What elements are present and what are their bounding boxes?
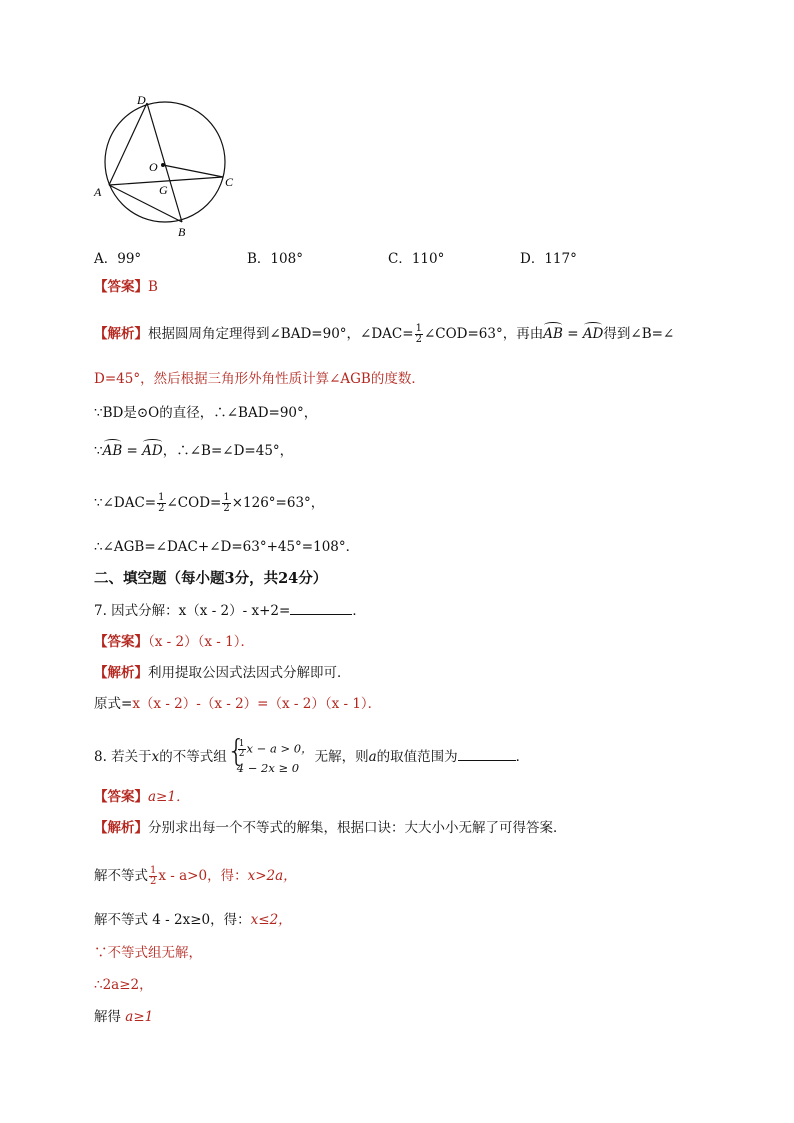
option-a: A．99° [94,251,142,267]
q6-step1: ∵BD是⊙O的直径，∴∠BAD=90°， [94,405,318,421]
q6-step3: ∵∠DAC= $\frac{1}{2}$ ∠COD= $\frac{1}{2}$ ×126°=63°， [94,492,325,514]
circle-o [105,102,225,222]
center-point [161,163,165,167]
q8-answer: 【答案】a≥1． [94,789,190,805]
label-b: B [178,225,186,239]
section-title: 二、填空题（每小题3分，共24分） [94,570,328,587]
q6-step2: ∵AB = AD，∴∠B=∠D=45°， [94,443,294,459]
q7-answer: 【答案】（x - 2）（x - 1）． [94,634,254,650]
q6-analysis-line2: D=45°，然后根据三角形外角性质计算∠AGB的度数． [94,371,425,387]
q8-solution1: 解不等式 $\frac{1}{2}$ x - a>0，得：x>2a， [94,865,297,887]
q6-step4: ∴∠AGB=∠DAC+∠D=63°+45°=108°． [94,539,360,555]
q8-solution2: 解不等式 4 - 2x≥0，得：x≤2， [94,912,292,928]
q6-answer: 【答案】B [94,279,158,295]
q8-solution3: ∵不等式组无解， [94,945,202,961]
segment-oc [163,165,223,177]
label-d: D [137,93,146,107]
q7-solution: 原式=x（x - 2）-（x - 2）=（x - 2）（x - 1）． [94,696,382,712]
q7-answer-blank[interactable] [290,602,352,615]
q8-solution4: ∴2a≥2， [94,977,153,993]
option-c: C．110° [388,251,445,267]
q8-question: 8. 若关于x的不等式组 { $\frac{1}{2}$ x − a > 0， 4 − 2x ≥ 0 无解，则a的取值范围为 ． [94,740,529,775]
q8-solution5: 解得 a≥1 [94,1009,154,1025]
q6-analysis-line1: 【解析】根据圆周角定理得到∠BAD=90°，∠DAC= $\frac{1}{2}$ ∠COD=63°，再由AB = AD得到∠B=∠ [94,323,675,345]
circle-geometry-figure [90,90,250,240]
label-c: C [225,175,234,189]
option-b: B．108° [247,251,303,267]
option-d: D．117° [520,251,577,267]
q8-analysis: 【解析】分别求出每一个不等式的解集，根据口诀：大大小小无解了可得答案． [94,820,567,836]
label-a: A [94,185,102,199]
label-g: G [159,183,168,197]
q7-question: 7. 因式分解：x（x - 2）- x+2= ． [94,603,366,619]
inequality-system: { $\frac{1}{2}$ x − a > 0， 4 − 2x ≥ 0 [229,740,313,775]
segment-ab [109,185,182,222]
q8-answer-blank[interactable] [458,748,516,761]
q7-analysis: 【解析】利用提取公因式法因式分解即可． [94,665,351,681]
label-o: O [149,160,158,174]
